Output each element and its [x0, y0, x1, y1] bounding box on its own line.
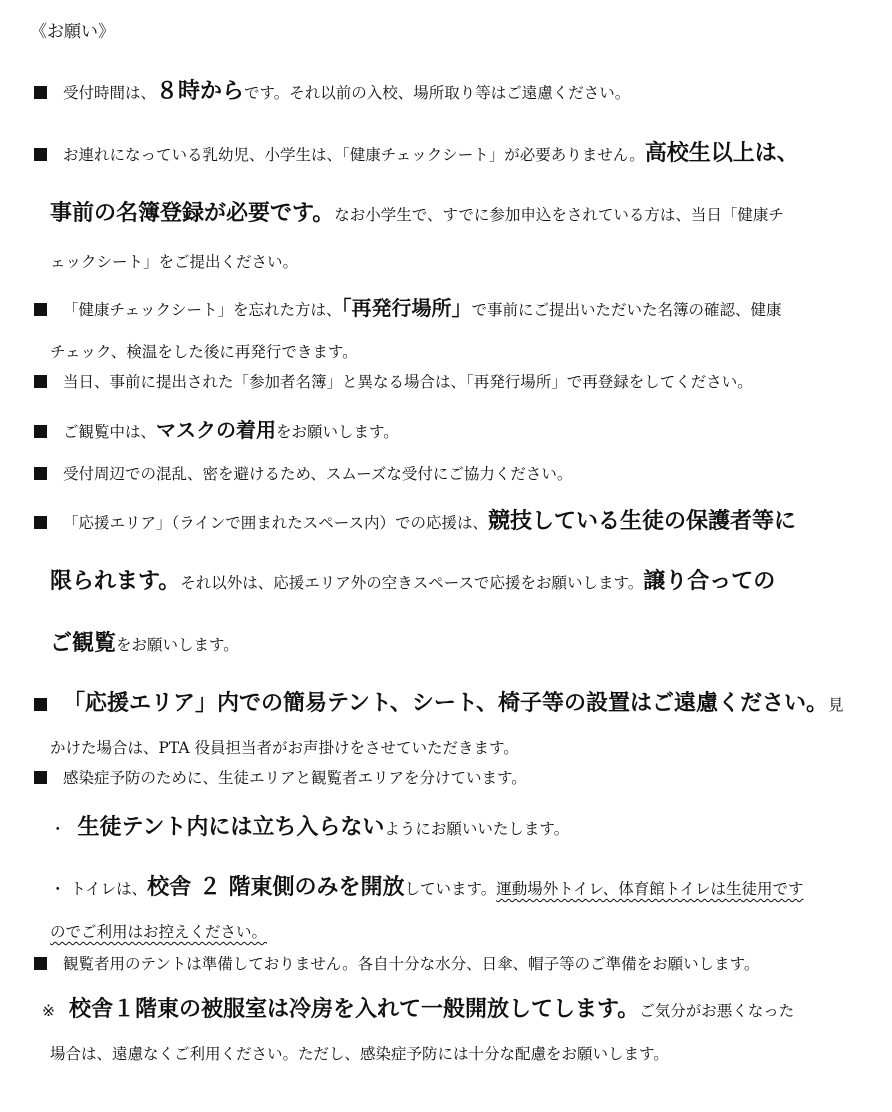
text: 場合は、遠慮なくご利用ください。ただし、感染症予防には十分な配慮をお願いします。	[50, 1045, 669, 1063]
emphasis-text: 校舎 ２ 階東側のみを開放	[147, 875, 405, 900]
notice-item-health-check-line2	[50, 202, 784, 227]
notice-item-reissue-line2	[50, 340, 358, 364]
bullet-square-icon	[34, 467, 47, 480]
text: ようにお願いいたします。	[384, 820, 570, 838]
text: 受付周辺での混乱、密を避けるため、スムーズな受付にご協力ください。	[63, 465, 573, 483]
underlined-text: 運動場外トイレ、体育館トイレは生徒用です	[496, 880, 804, 898]
emphasis-text: 限られます。	[50, 569, 181, 594]
notice-item-cheer-area-line1	[34, 510, 796, 535]
text: ご気分がお悪くなった	[639, 1002, 795, 1020]
note-cooling-room-line1	[42, 998, 794, 1023]
text: をお願いします。	[116, 636, 239, 654]
text: 当日、事前に提出された「参加者名簿」と異なる場合は、「再発行場所」で再登録をしてください。	[63, 373, 753, 391]
emphasis-text: 事前の名簿登録が必要です。	[50, 201, 335, 226]
bullet-dot: ・	[50, 820, 66, 838]
notice-item-area-separation	[34, 766, 527, 790]
notice-item-reception-time	[34, 80, 630, 105]
emphasis-text: 高校生以上は、	[644, 141, 799, 166]
bullet-square-icon	[34, 516, 47, 529]
emphasis-text: ８時から	[156, 79, 245, 104]
text: 「応援エリア」（ラインで囲まれたスペース内）での応援は、	[63, 514, 489, 532]
notice-item-mask	[34, 418, 399, 444]
emphasis-text: 生徒テント内には立ち入らない	[77, 815, 385, 840]
emphasis-text: ご観覧	[50, 631, 117, 656]
emphasis-text: 譲り合っての	[643, 569, 776, 594]
notice-item-health-check-line3	[50, 250, 298, 274]
notice-item-reregister	[34, 370, 753, 394]
text: チェック、検温をした後に再発行できます。	[50, 343, 358, 361]
text: 「健康チェックシート」を忘れた方は、	[63, 301, 342, 319]
emphasis-text: 競技している生徒の保護者等に	[488, 509, 797, 534]
notice-item-reception-cooperation	[34, 462, 572, 486]
text: しています。	[404, 880, 497, 898]
reference-mark: ※	[42, 1002, 55, 1020]
text: で事前にご提出いただいた名簿の確認、健康	[471, 301, 782, 319]
text: ェックシート」をご提出ください。	[50, 253, 299, 271]
page-heading: 《お願い》	[30, 22, 115, 42]
text: 観覧者用のテントは準備しておりません。各自十分な水分、日傘、帽子等のご準備をお願いします。	[63, 955, 760, 973]
text: ご観覧中は、	[63, 423, 157, 441]
sub-item-student-tent	[50, 816, 569, 841]
text: 受付時間は、	[63, 84, 157, 102]
bullet-square-icon	[34, 425, 47, 438]
notice-item-tent-prohibited-line1	[34, 692, 843, 717]
bullet-square-icon	[34, 148, 47, 161]
emphasis-text: 「再発行場所」	[341, 296, 472, 320]
notice-item-cheer-area-line3	[50, 632, 239, 657]
bullet-square-icon	[34, 771, 47, 784]
text: かけた場合は、PTA 役員担当者がお声掛けをさせていただきます。	[50, 739, 519, 757]
text: お連れになっている乳幼児、小学生は、「健康チェックシート」が必要ありません。	[63, 146, 645, 164]
text: 感染症予防のために、生徒エリアと観覧者エリアを分けています。	[63, 769, 527, 787]
emphasis-text: マスクの着用	[156, 418, 277, 442]
bullet-square-icon	[34, 698, 47, 711]
text: 見	[827, 696, 844, 714]
text: ・ トイレは、	[50, 880, 148, 898]
bullet-square-icon	[34, 957, 47, 970]
text: です。それ以前の入校、場所取り等はご遠慮ください。	[244, 84, 631, 102]
notice-item-cheer-area-line2	[50, 570, 775, 595]
notice-item-tent-prohibited-line2	[50, 736, 519, 760]
emphasis-text: 校舎１階東の被服室は冷房を入れて一般開放してします。	[69, 997, 640, 1022]
emphasis-text: 「応援エリア」内での簡易テント、シート、椅子等の設置はご遠慮ください。	[63, 691, 828, 716]
notice-item-viewer-tent	[34, 952, 759, 976]
bullet-square-icon	[34, 303, 47, 316]
underlined-text: のでご利用はお控えください。	[50, 923, 268, 941]
bullet-square-icon	[34, 375, 47, 388]
notice-item-health-check-line1	[34, 142, 799, 167]
text: それ以外は、応援エリア外の空きスペースで応援をお願いします。	[180, 574, 644, 592]
sub-item-toilet-line1	[50, 876, 803, 901]
text: なお小学生で、すでに参加申込をされている方は、当日「健康チ	[334, 206, 784, 224]
sub-item-toilet-line2	[50, 920, 267, 944]
bullet-square-icon	[34, 86, 47, 99]
text: をお願いします。	[276, 423, 399, 441]
note-cooling-room-line2	[50, 1042, 669, 1066]
notice-item-reissue-line1	[34, 296, 782, 322]
